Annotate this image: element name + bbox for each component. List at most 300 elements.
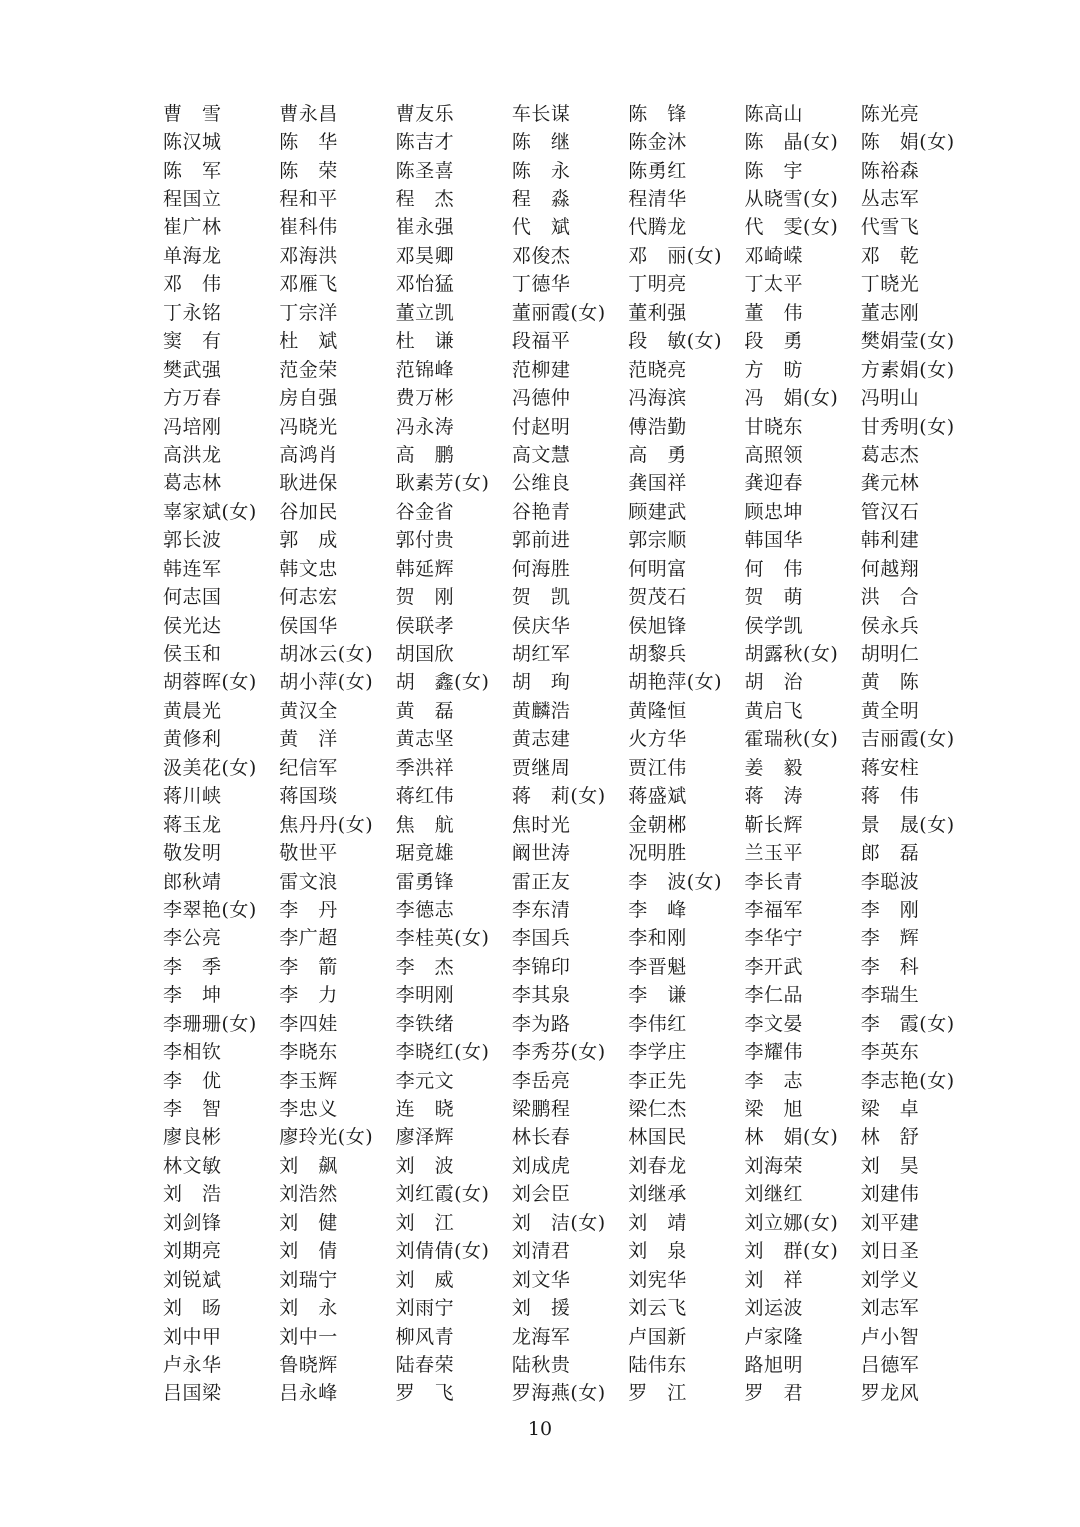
name-entry: 陈高山 <box>744 102 803 125</box>
name-entry: 李仁品 <box>744 984 803 1007</box>
name-entry: 刘期亮 <box>163 1240 222 1263</box>
name-entry: 罗龙风 <box>860 1382 920 1405</box>
name-entry: 火方华 <box>628 728 687 751</box>
name-entry: 李 丹 <box>279 898 338 921</box>
name-entry: 邓 乾 <box>860 244 920 267</box>
name-entry: 黄晨光 <box>163 699 222 722</box>
name-entry: 谷加民 <box>279 500 338 523</box>
name-entry: 范锦峰 <box>395 358 455 381</box>
name-entry: 从晓雪(女) <box>744 188 839 211</box>
name-entry: 单海龙 <box>163 244 222 267</box>
name-entry: 李 科 <box>860 955 920 978</box>
name-entry: 邓崎嵘 <box>744 244 803 267</box>
name-entry: 李广超 <box>279 927 338 950</box>
name-entry: 罗 江 <box>628 1382 687 1405</box>
name-entry: 刘剑锋 <box>163 1211 222 1234</box>
name-entry: 姜 毅 <box>744 756 803 779</box>
name-entry: 刘中一 <box>279 1325 338 1348</box>
name-row <box>163 553 977 581</box>
name-entry: 贺茂石 <box>628 586 687 609</box>
name-entry: 贺 萌 <box>744 586 803 609</box>
name-entry: 林 舒 <box>860 1126 920 1149</box>
name-entry: 韩延辉 <box>395 557 455 580</box>
name-entry: 李 峰 <box>628 898 687 921</box>
name-entry: 刘会臣 <box>511 1183 571 1206</box>
name-entry: 李国兵 <box>511 927 571 950</box>
name-entry: 陈裕森 <box>860 159 920 182</box>
name-entry: 程国立 <box>163 188 222 211</box>
name-entry: 冯德仲 <box>511 387 571 410</box>
name-entry: 代 斌 <box>511 216 571 239</box>
name-entry: 刘雨宁 <box>395 1297 455 1320</box>
name-entry: 焦 航 <box>395 813 455 836</box>
name-entry: 李桂英(女) <box>395 927 490 950</box>
name-entry: 梁鹏程 <box>511 1098 571 1121</box>
name-entry: 陈吉才 <box>395 131 455 154</box>
name-entry: 崔科伟 <box>279 216 338 239</box>
name-entry: 顾建武 <box>628 500 687 523</box>
name-entry: 李开武 <box>744 955 803 978</box>
name-entry: 郭宗顺 <box>628 529 687 552</box>
name-entry: 何明富 <box>628 557 687 580</box>
name-entry: 李元文 <box>395 1069 455 1092</box>
name-entry: 窦 有 <box>163 330 222 353</box>
name-entry: 耿素芳(女) <box>395 472 490 495</box>
name-entry: 林国民 <box>628 1126 687 1149</box>
name-entry: 李晋魁 <box>628 955 687 978</box>
name-entry: 陈 娟(女) <box>860 131 955 154</box>
name-entry: 李 季 <box>163 955 222 978</box>
name-entry: 廖泽辉 <box>395 1126 455 1149</box>
name-row <box>163 212 977 240</box>
name-entry: 贺 刚 <box>395 586 455 609</box>
name-entry: 吉丽霞(女) <box>860 728 955 751</box>
name-entry: 胡小萍(女) <box>279 671 374 694</box>
name-entry: 董立凯 <box>395 301 455 324</box>
name-entry: 代雪飞 <box>860 216 920 239</box>
name-entry: 李相钦 <box>163 1041 222 1064</box>
name-entry: 连 晓 <box>395 1098 455 1121</box>
name-entry: 房自强 <box>279 387 338 410</box>
name-entry: 李 坤 <box>163 984 222 1007</box>
name-entry: 刘 倩 <box>279 1240 338 1263</box>
name-entry: 陈 荣 <box>279 159 338 182</box>
name-entry: 丁明亮 <box>628 273 687 296</box>
name-row <box>163 439 977 467</box>
name-entry: 刘 波 <box>395 1154 455 1177</box>
name-row <box>163 155 977 183</box>
name-entry: 洪 合 <box>860 586 920 609</box>
name-entry: 李文晏 <box>744 1012 803 1035</box>
name-entry: 管汉石 <box>860 500 920 523</box>
name-row <box>163 354 977 382</box>
name-entry: 龚元林 <box>860 472 920 495</box>
name-entry: 敬世平 <box>279 842 338 865</box>
name-row <box>163 1093 977 1121</box>
name-entry: 李东清 <box>511 898 571 921</box>
name-entry: 高文慧 <box>511 443 571 466</box>
name-entry: 蒋 莉(女) <box>511 785 606 808</box>
name-entry: 刘建伟 <box>860 1183 920 1206</box>
name-entry: 林长春 <box>511 1126 571 1149</box>
name-row <box>163 1292 977 1320</box>
name-entry: 韩利建 <box>860 529 920 552</box>
name-entry: 李英东 <box>860 1041 920 1064</box>
name-entry: 卢小智 <box>860 1325 920 1348</box>
name-row <box>163 1236 977 1264</box>
name-entry: 丁宗洋 <box>279 301 338 324</box>
name-entry: 刘锐斌 <box>163 1268 222 1291</box>
name-entry: 吕永峰 <box>279 1382 338 1405</box>
name-entry: 蒋 伟 <box>860 785 920 808</box>
name-entry: 陈汉城 <box>163 131 222 154</box>
name-entry: 樊娟莹(女) <box>860 330 955 353</box>
name-entry: 焦丹丹(女) <box>279 813 374 836</box>
name-entry: 刘学义 <box>860 1268 920 1291</box>
name-entry: 李其泉 <box>511 984 571 1007</box>
name-entry: 高鸿肖 <box>279 443 338 466</box>
name-entry: 杜 谦 <box>395 330 455 353</box>
name-entry: 段福平 <box>511 330 571 353</box>
name-row <box>163 1122 977 1150</box>
name-entry: 侯光达 <box>163 614 222 637</box>
name-entry: 谷金省 <box>395 500 455 523</box>
name-entry: 刘 浩 <box>163 1183 222 1206</box>
name-entry: 刘中甲 <box>163 1325 222 1348</box>
name-row <box>163 951 977 979</box>
name-row <box>163 1150 977 1178</box>
name-entry: 李四娃 <box>279 1012 338 1035</box>
name-entry: 李晓东 <box>279 1041 338 1064</box>
name-entry: 罗 君 <box>744 1382 803 1405</box>
name-entry: 阚世涛 <box>511 842 571 865</box>
name-row <box>163 183 977 211</box>
name-entry: 陈 继 <box>511 131 571 154</box>
name-entry: 郭 成 <box>279 529 338 552</box>
name-entry: 董利强 <box>628 301 687 324</box>
name-row <box>163 240 977 268</box>
name-entry: 邓雁飞 <box>279 273 338 296</box>
name-entry: 葛志林 <box>163 472 222 495</box>
name-entry: 李公亮 <box>163 927 222 950</box>
name-entry: 陈圣喜 <box>395 159 455 182</box>
name-entry: 贾继周 <box>511 756 571 779</box>
name-row <box>163 809 977 837</box>
name-entry: 季洪祥 <box>395 756 455 779</box>
name-entry: 丁太平 <box>744 273 803 296</box>
name-row <box>163 98 977 126</box>
name-entry: 刘立娜(女) <box>744 1211 839 1234</box>
name-row <box>163 297 977 325</box>
name-entry: 丁永铭 <box>163 301 222 324</box>
name-entry: 李 力 <box>279 984 338 1007</box>
name-entry: 陈金沐 <box>628 131 687 154</box>
name-entry: 龚国祥 <box>628 472 687 495</box>
name-entry: 胡露秋(女) <box>744 643 839 666</box>
name-entry: 郎秋靖 <box>163 870 222 893</box>
name-entry: 邓海洪 <box>279 244 338 267</box>
name-entry: 刘倩倩(女) <box>395 1240 490 1263</box>
name-row <box>163 837 977 865</box>
name-entry: 樊武强 <box>163 358 222 381</box>
name-entry: 李德志 <box>395 898 455 921</box>
name-entry: 敬发明 <box>163 842 222 865</box>
name-entry: 林 娟(女) <box>744 1126 839 1149</box>
name-entry: 鲁晓辉 <box>279 1353 338 1376</box>
name-entry: 刘 健 <box>279 1211 338 1234</box>
name-entry: 侯国华 <box>279 614 338 637</box>
name-entry: 李 刚 <box>860 898 920 921</box>
name-entry: 李华宁 <box>744 927 803 950</box>
name-entry: 李聪波 <box>860 870 920 893</box>
name-entry: 陆秋贵 <box>511 1353 571 1376</box>
name-entry: 陈 永 <box>511 159 571 182</box>
name-row <box>163 1378 977 1406</box>
name-entry: 代 雯(女) <box>744 216 839 239</box>
name-entry: 胡黎兵 <box>628 643 687 666</box>
name-entry: 郭前进 <box>511 529 571 552</box>
name-entry: 卢永华 <box>163 1353 222 1376</box>
name-entry: 雷文浪 <box>279 870 338 893</box>
name-entry: 梁 旭 <box>744 1098 803 1121</box>
name-entry: 刘宪华 <box>628 1268 687 1291</box>
name-entry: 路旭明 <box>744 1353 803 1376</box>
name-entry: 胡蓉晖(女) <box>163 671 257 694</box>
name-entry: 方素娟(女) <box>860 358 955 381</box>
name-entry: 刘 靖 <box>628 1211 687 1234</box>
name-entry: 蒋红伟 <box>395 785 455 808</box>
name-entry: 李 箭 <box>279 955 338 978</box>
name-entry: 冯永涛 <box>395 415 455 438</box>
name-entry: 李 辉 <box>860 927 920 950</box>
name-entry: 何海胜 <box>511 557 571 580</box>
name-row <box>163 638 977 666</box>
name-row <box>163 1036 977 1064</box>
name-row <box>163 781 977 809</box>
name-entry: 胡冰云(女) <box>279 643 374 666</box>
name-entry: 廖良彬 <box>163 1126 222 1149</box>
name-entry: 李志艳(女) <box>860 1069 955 1092</box>
name-entry: 李晓红(女) <box>395 1041 490 1064</box>
name-entry: 卢家隆 <box>744 1325 803 1348</box>
name-entry: 方万春 <box>163 387 222 410</box>
name-entry: 吕国梁 <box>163 1382 222 1405</box>
name-row <box>163 866 977 894</box>
name-row <box>163 1349 977 1377</box>
name-entry: 蒋玉龙 <box>163 813 222 836</box>
name-entry: 李 波(女) <box>628 870 723 893</box>
name-entry: 琚竟雄 <box>395 842 455 865</box>
name-entry: 高 勇 <box>628 443 687 466</box>
name-entry: 李秀芬(女) <box>511 1041 606 1064</box>
name-entry: 段 勇 <box>744 330 803 353</box>
name-row <box>163 496 977 524</box>
name-entry: 陆伟东 <box>628 1353 687 1376</box>
name-entry: 丁德华 <box>511 273 571 296</box>
name-entry: 刘 泉 <box>628 1240 687 1263</box>
name-entry: 刘日圣 <box>860 1240 920 1263</box>
name-entry: 雷正友 <box>511 870 571 893</box>
name-entry: 李明刚 <box>395 984 455 1007</box>
name-entry: 刘 江 <box>395 1211 455 1234</box>
name-row <box>163 269 977 297</box>
name-list <box>163 98 977 1406</box>
name-entry: 吕德军 <box>860 1353 920 1376</box>
name-entry: 梁 卓 <box>860 1098 920 1121</box>
name-entry: 傅浩勤 <box>628 415 687 438</box>
name-row <box>163 1207 977 1235</box>
name-entry: 董 伟 <box>744 301 803 324</box>
name-entry: 李和刚 <box>628 927 687 950</box>
name-entry: 李 优 <box>163 1069 222 1092</box>
name-row <box>163 667 977 695</box>
name-entry: 韩国华 <box>744 529 803 552</box>
name-entry: 黄 洋 <box>279 728 338 751</box>
name-entry: 崔广林 <box>163 216 222 239</box>
name-entry: 黄 磊 <box>395 699 455 722</box>
name-entry: 高照领 <box>744 443 803 466</box>
name-entry: 侯永兵 <box>860 614 920 637</box>
name-entry: 焦时光 <box>511 813 571 836</box>
name-entry: 刘云飞 <box>628 1297 687 1320</box>
name-entry: 靳长辉 <box>744 813 803 836</box>
name-entry: 陈 锋 <box>628 102 687 125</box>
name-entry: 甘晓东 <box>744 415 803 438</box>
name-entry: 胡明仁 <box>860 643 920 666</box>
name-entry: 刘文华 <box>511 1268 571 1291</box>
name-entry: 高 鹏 <box>395 443 455 466</box>
name-entry: 胡红军 <box>511 643 571 666</box>
name-entry: 蒋川峡 <box>163 785 222 808</box>
name-entry: 李学庄 <box>628 1041 687 1064</box>
name-row <box>163 1264 977 1292</box>
name-entry: 曹 雪 <box>163 102 222 125</box>
name-entry: 龚迎春 <box>744 472 803 495</box>
name-entry: 纪信军 <box>279 756 338 779</box>
name-entry: 刘春龙 <box>628 1154 687 1177</box>
name-entry: 刘海荣 <box>744 1154 803 1177</box>
name-entry: 李长青 <box>744 870 803 893</box>
name-entry: 李锦印 <box>511 955 571 978</box>
name-entry: 董丽霞(女) <box>511 301 606 324</box>
name-entry: 蒋 涛 <box>744 785 803 808</box>
name-entry: 程和平 <box>279 188 338 211</box>
name-row <box>163 752 977 780</box>
name-entry: 邓 丽(女) <box>628 244 723 267</box>
name-row <box>163 724 977 752</box>
name-entry: 费万彬 <box>395 387 455 410</box>
name-entry: 程 杰 <box>395 188 455 211</box>
name-entry: 范金荣 <box>279 358 338 381</box>
name-entry: 刘 洁(女) <box>511 1211 606 1234</box>
name-entry: 黄 陈 <box>860 671 920 694</box>
name-entry: 杜 斌 <box>279 330 338 353</box>
name-entry: 刘清君 <box>511 1240 571 1263</box>
name-entry: 李忠义 <box>279 1098 338 1121</box>
name-row <box>163 610 977 638</box>
name-entry: 蒋盛斌 <box>628 785 687 808</box>
name-entry: 韩连军 <box>163 557 222 580</box>
name-entry: 胡 珣 <box>511 671 571 694</box>
name-entry: 李 杰 <box>395 955 455 978</box>
name-row <box>163 411 977 439</box>
name-row <box>163 1321 977 1349</box>
name-row <box>163 1065 977 1093</box>
name-entry: 刘继红 <box>744 1183 803 1206</box>
name-entry: 黄志建 <box>511 728 571 751</box>
name-entry: 卢国新 <box>628 1325 687 1348</box>
name-entry: 范晓亮 <box>628 358 687 381</box>
name-entry: 辜家斌(女) <box>163 500 257 523</box>
name-entry: 刘 永 <box>279 1297 338 1320</box>
name-entry: 胡 鑫(女) <box>395 671 490 694</box>
name-entry: 梁仁杰 <box>628 1098 687 1121</box>
name-entry: 刘 旸 <box>163 1297 222 1320</box>
name-entry: 程清华 <box>628 188 687 211</box>
name-entry: 方 昉 <box>744 358 803 381</box>
name-entry: 冯培刚 <box>163 415 222 438</box>
name-entry: 黄麟浩 <box>511 699 571 722</box>
name-entry: 黄全明 <box>860 699 920 722</box>
name-entry: 车长谋 <box>511 102 571 125</box>
name-entry: 耿进保 <box>279 472 338 495</box>
name-row <box>163 1179 977 1207</box>
name-entry: 黄修利 <box>163 728 222 751</box>
name-entry: 程 淼 <box>511 188 571 211</box>
name-entry: 崔永强 <box>395 216 455 239</box>
name-entry: 侯庆华 <box>511 614 571 637</box>
name-entry: 曹永昌 <box>279 102 338 125</box>
name-entry: 李 智 <box>163 1098 222 1121</box>
name-entry: 李正先 <box>628 1069 687 1092</box>
name-entry: 韩文忠 <box>279 557 338 580</box>
name-entry: 付赵明 <box>511 415 571 438</box>
name-entry: 刘成虎 <box>511 1154 571 1177</box>
name-entry: 兰玉平 <box>744 842 803 865</box>
name-entry: 高洪龙 <box>163 443 222 466</box>
name-entry: 刘 群(女) <box>744 1240 839 1263</box>
name-entry: 邓俊杰 <box>511 244 571 267</box>
name-row <box>163 980 977 1008</box>
name-entry: 柳风青 <box>395 1325 455 1348</box>
name-entry: 李 谦 <box>628 984 687 1007</box>
name-entry: 贾江伟 <box>628 756 687 779</box>
page-number: 10 <box>527 1418 553 1440</box>
name-entry: 陆春荣 <box>395 1353 455 1376</box>
name-entry: 甘秀明(女) <box>860 415 955 438</box>
name-row <box>163 326 977 354</box>
name-entry: 汲美花(女) <box>163 756 257 779</box>
name-entry: 曹友乐 <box>395 102 455 125</box>
name-row <box>163 1008 977 1036</box>
name-entry: 李珊珊(女) <box>163 1012 257 1035</box>
name-entry: 贺 凯 <box>511 586 571 609</box>
name-entry: 李 志 <box>744 1069 803 1092</box>
name-entry: 罗海燕(女) <box>511 1382 606 1405</box>
name-entry: 邓昊卿 <box>395 244 455 267</box>
name-entry: 胡艳萍(女) <box>628 671 723 694</box>
name-entry: 黄汉全 <box>279 699 338 722</box>
name-entry: 刘 祥 <box>744 1268 803 1291</box>
name-entry: 董志刚 <box>860 301 920 324</box>
name-entry: 李翠艳(女) <box>163 898 257 921</box>
name-row <box>163 923 977 951</box>
name-entry: 郭付贵 <box>395 529 455 552</box>
name-entry: 刘浩然 <box>279 1183 338 1206</box>
name-row <box>163 126 977 154</box>
name-entry: 冯 娟(女) <box>744 387 839 410</box>
name-row <box>163 525 977 553</box>
